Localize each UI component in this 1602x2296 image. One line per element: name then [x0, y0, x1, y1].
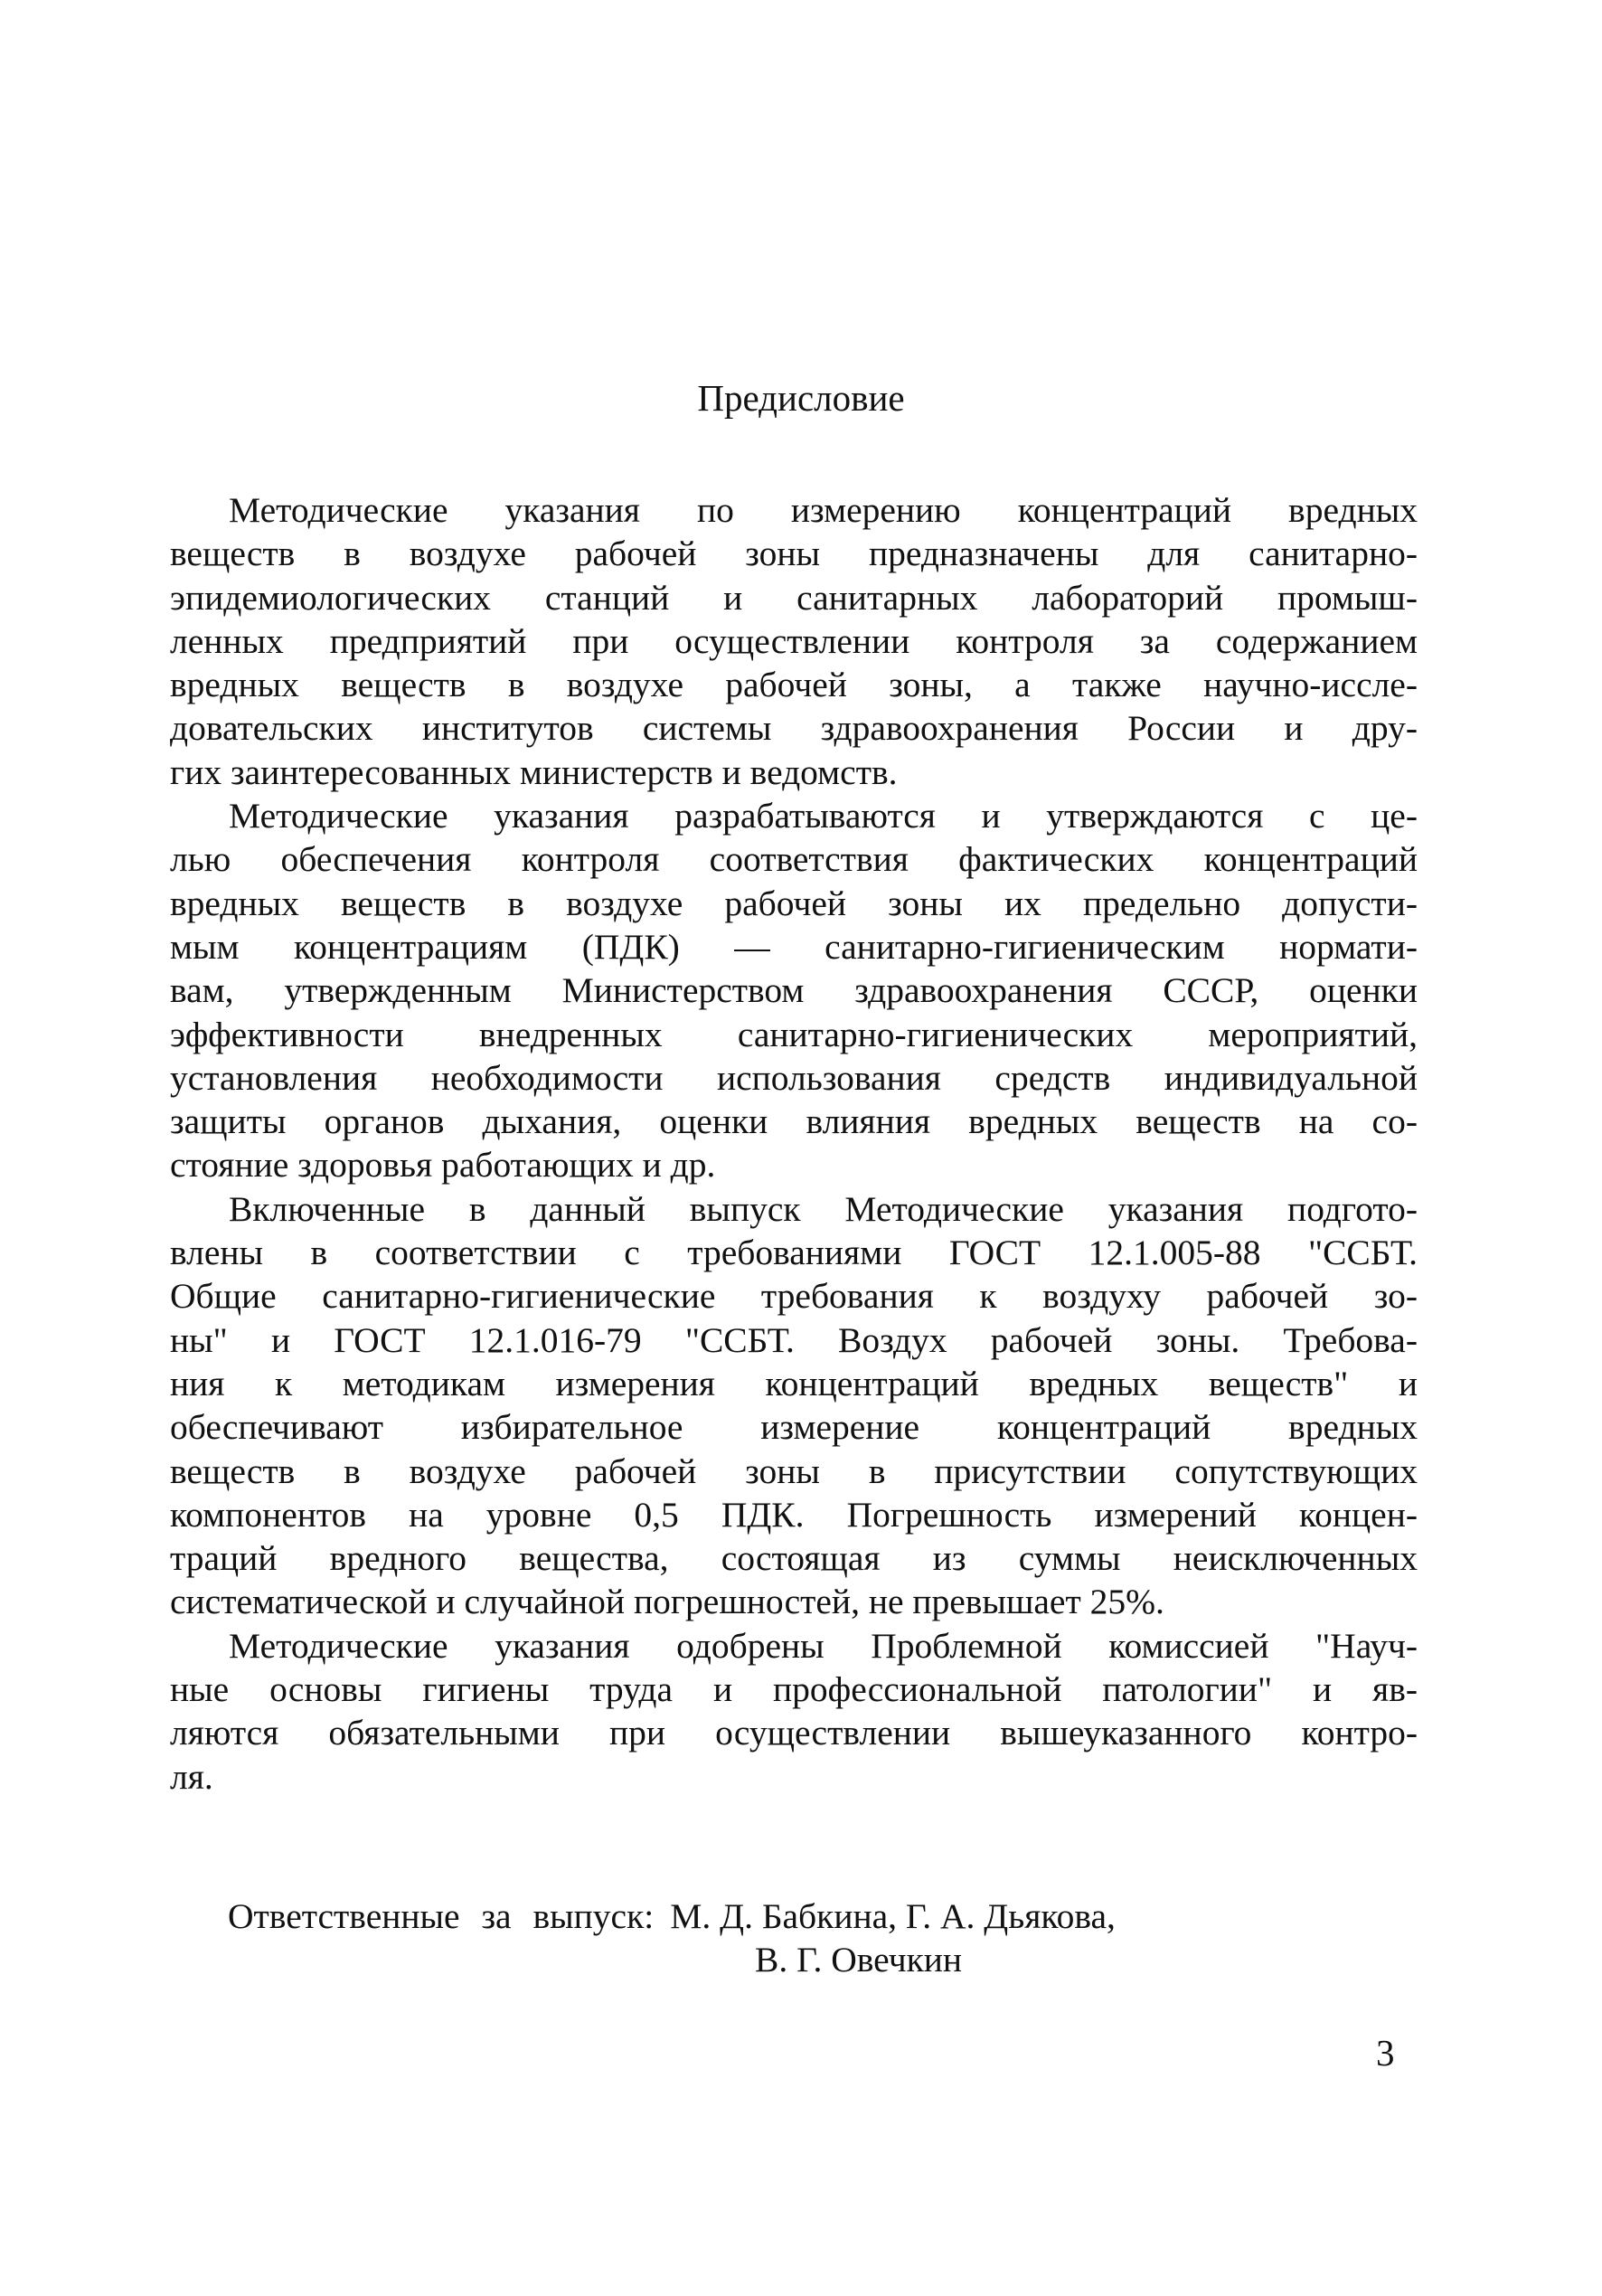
paragraph-2 — [170, 794, 1418, 1187]
page-number: 3 — [1376, 2032, 1395, 2074]
text-line: Общие санитарно-гигиенические требования к воздуху рабочей зо- — [170, 1276, 1418, 1317]
page-title: Предисловие — [697, 377, 905, 419]
text-line: вредных веществ в воздухе рабочей зоны их предельно допусти- — [170, 883, 1418, 923]
text-line: защиты органов дыхания, оценки влияния вредных веществ на со- — [170, 1101, 1418, 1142]
text-line: довательских институтов системы здравоохранения России и дру- — [170, 708, 1418, 749]
text-line: веществ в воздухе рабочей зоны предназначены для санитарно- — [170, 534, 1418, 574]
text-line: ния к методикам измерения концентраций вредных веществ" и — [170, 1363, 1418, 1403]
text-line: ленных предприятий при осуществлении контроля за содержанием — [170, 620, 1418, 661]
text-line: установления необходимости использования средств индивидуальной — [170, 1057, 1418, 1098]
paragraph-4 — [170, 1624, 1418, 1799]
text-line: стояние здоровья работающих и др. — [170, 1145, 716, 1186]
text-line: Включенные в данный выпуск Методические указания подгото- — [229, 1188, 1418, 1229]
body-text — [170, 488, 1418, 1799]
credits-block — [228, 1894, 1116, 1981]
text-line: лью обеспечения контроля соответствия фактических концентраций — [170, 839, 1418, 880]
text-line: обеспечивают избирательное измерение концентраций вредных — [170, 1407, 1418, 1448]
text-line: компонентов на уровне 0,5 ПДК. Погрешность измерений концен- — [170, 1494, 1418, 1535]
text-line: ляются обязательными при осуществлении вышеуказанного контро- — [170, 1713, 1418, 1753]
text-line: эпидемиологических станций и санитарных лабораторий промыш- — [170, 577, 1418, 618]
text-line: ны" и ГОСТ 12.1.016-79 "ССБТ. Воздух рабочей зоны. Требова- — [170, 1319, 1418, 1360]
text-line: эффективности внедренных санитарно-гигиенических мероприятий, — [170, 1014, 1418, 1054]
paragraph-1 — [170, 488, 1418, 794]
text-line: Методические указания одобрены Проблемной комиссией "Науч- — [229, 1625, 1418, 1666]
credits-label: Ответственные за выпуск: — [228, 1896, 655, 1936]
credits-names-line-1: М. Д. Бабкина, Г. А. Дьякова, — [670, 1896, 1116, 1936]
text-line: траций вредного вещества, состоящая из суммы неисключенных — [170, 1538, 1418, 1579]
text-line: влены в соответствии с требованиями ГОСТ 12.1.005-88 "ССБТ. — [170, 1233, 1418, 1273]
text-line: Методические указания по измерению концентраций вредных — [229, 490, 1418, 530]
text-line: ля. — [170, 1756, 213, 1797]
text-line: веществ в воздухе рабочей зоны в присутствии сопутствующих — [170, 1450, 1418, 1491]
text-line: вам, утвержденным Министерством здравоохранения СССР, оценки — [170, 970, 1418, 1011]
text-line: ные основы гигиены труда и профессиональной патологии" и яв- — [170, 1669, 1418, 1710]
text-line: систематической и случайной погрешностей, не превышает 25%. — [170, 1582, 1164, 1622]
text-line: мым концентрациям (ПДК) — санитарно-гигиеническим нормати- — [170, 926, 1418, 967]
text-line: вредных веществ в воздухе рабочей зоны, а также научно-иссле- — [170, 665, 1418, 705]
text-line: гих заинтересованных министерств и ведомств. — [170, 751, 898, 792]
text-line: Методические указания разрабатываются и утверждаются с це- — [229, 796, 1418, 836]
credits-names-line-2: В. Г. Овечкин — [755, 1940, 963, 1979]
paragraph-3 — [170, 1187, 1418, 1624]
